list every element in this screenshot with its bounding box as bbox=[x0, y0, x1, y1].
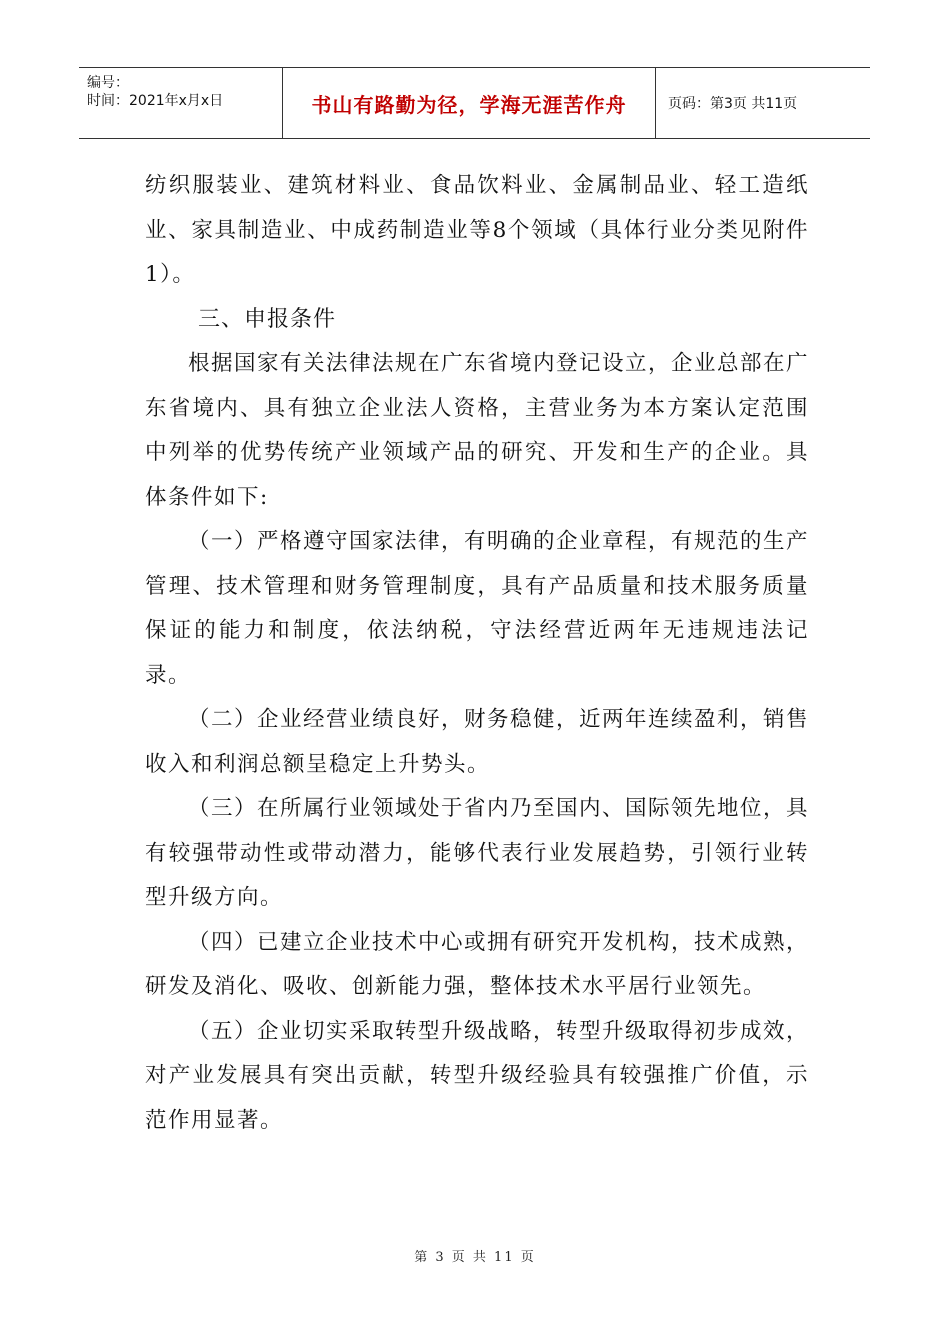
paragraph-condition-1: （一）严格遵守国家法律，有明确的企业章程，有规范的生产管理、技术管理和财务管理制度，具有产品质量和技术服务质量保证的能力和制度，依法纳税，守法经营近两年无违规违法记录。 bbox=[145, 529, 810, 688]
header-motto: 书山有路勤为径，学海无涯苦作舟 bbox=[311, 92, 627, 117]
doc-number-label: 编号： bbox=[87, 75, 129, 91]
header-meta-cell bbox=[79, 68, 283, 138]
paragraph-condition-5: （五）企业切实采取转型升级战略，转型升级取得初步成效，对产业发展具有突出贡献，转型升级经验具有较强推广价值，示范作用显著。 bbox=[145, 1018, 810, 1133]
paragraph-condition-3: （三）在所属行业领域处于省内乃至国内、国际领先地位，具有较强带动性或带动潜力，能够代表行业发展趋势，引领行业转型升级方向。 bbox=[145, 796, 810, 910]
page-footer: 第 3 页 共 11 页 bbox=[414, 1250, 536, 1265]
header-page-info: 页码：第3页 共11页 bbox=[668, 96, 798, 112]
doc-time-label: 时间：2021年x月x日 bbox=[87, 93, 224, 109]
section-heading: 三、申报条件 bbox=[198, 306, 337, 332]
paragraph-intro: 根据国家有关法律法规在广东省境内登记设立，企业总部在广东省境内、具有独立企业法人资格，主营业务为本方案认定范围中列举的优势传统产业领域产品的研究、开发和生产的企业。具体条件如下: bbox=[145, 351, 810, 510]
paragraph-condition-2: （二）企业经营业绩良好，财务稳健，近两年连续盈利，销售收入和利润总额呈稳定上升势头。 bbox=[145, 707, 810, 777]
header-table bbox=[79, 67, 870, 139]
header-page-cell bbox=[656, 68, 870, 138]
paragraph-condition-4: （四）已建立企业技术中心或拥有研究开发机构，技术成熟，研发及消化、吸收、创新能力强，整体技术水平居行业领先。 bbox=[145, 929, 810, 999]
paragraph-industries: 纺织服装业、建筑材料业、食品饮料业、金属制品业、轻工造纸业、家具制造业、中成药制造业等8个领域（具体行业分类见附件1）。 bbox=[145, 173, 809, 287]
document-body bbox=[145, 164, 809, 1143]
header-motto-cell bbox=[283, 68, 656, 138]
